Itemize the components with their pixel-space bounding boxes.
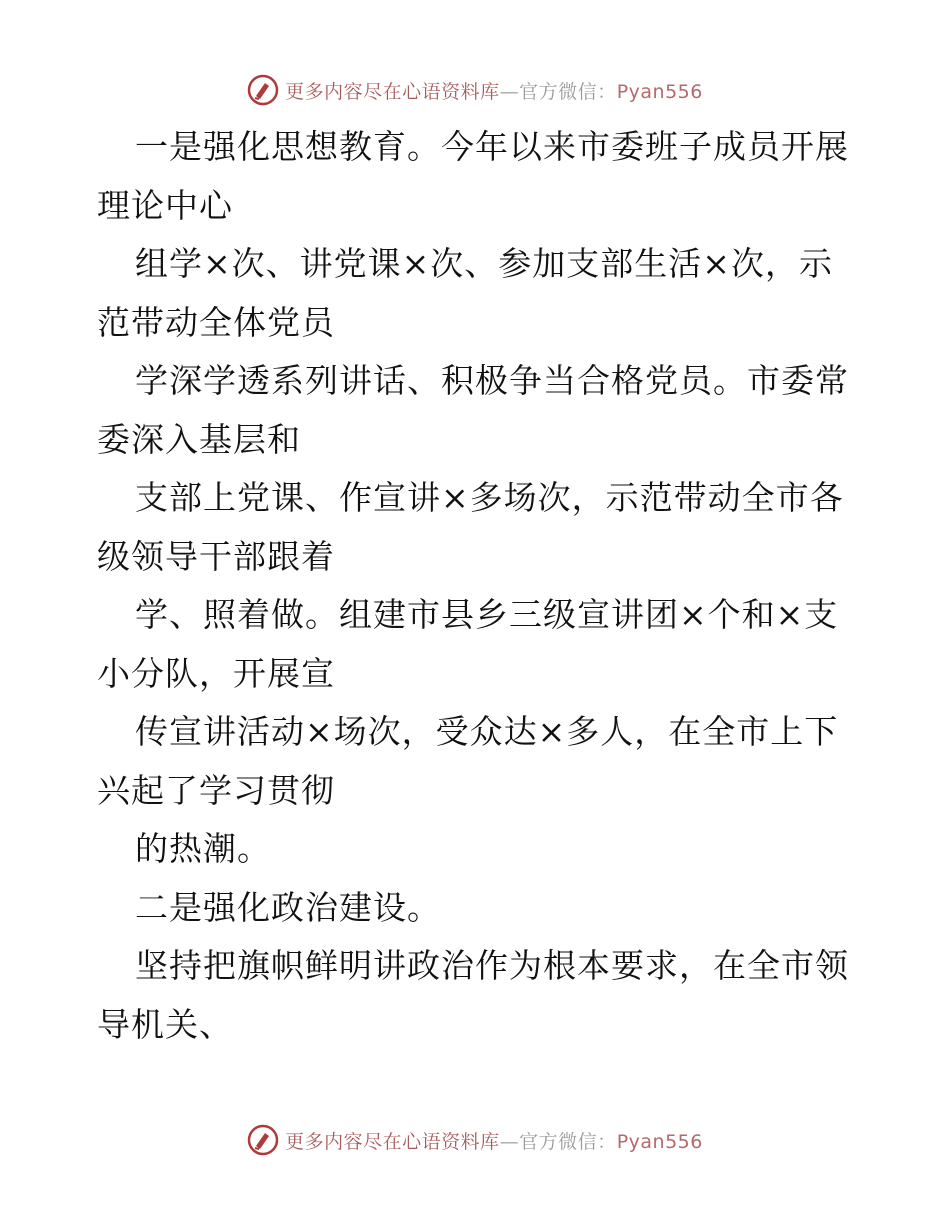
paragraph-4: 支部上党课、作宣讲×多场次，示范带动全市各级领导干部跟着 <box>97 478 844 576</box>
logo-icon <box>247 74 279 106</box>
footer-watermark <box>0 1120 950 1160</box>
footer-wechat-id: Pyan556 <box>616 1130 703 1153</box>
header-wechat-id: Pyan556 <box>616 80 703 103</box>
footer-separator: — <box>499 1130 520 1153</box>
footer-site-text: 更多内容尽在心语资料库 <box>285 1130 500 1153</box>
footer-wechat-label: 官方微信： <box>519 1130 617 1153</box>
paragraph-8: 二是强化政治建设。 <box>135 887 441 927</box>
header-separator: — <box>499 80 520 103</box>
paragraph-6: 传宣讲活动×场次，受众达×多人，在全市上下兴起了学习贯彻 <box>97 712 839 810</box>
paragraph-5: 学、照着做。组建市县乡三级宣讲团×个和×支小分队，开展宣 <box>97 595 839 693</box>
header-text <box>285 77 703 104</box>
paragraph-9: 坚持把旗帜鲜明讲政治作为根本要求，在全市领导机关、 <box>97 946 849 1044</box>
header-watermark <box>0 70 950 110</box>
document-body <box>97 118 857 1054</box>
header-wechat-label: 官方微信： <box>519 80 617 103</box>
header-site-text: 更多内容尽在心语资料库 <box>285 80 500 103</box>
paragraph-3: 学深学透系列讲话、积极争当合格党员。市委常委深入基层和 <box>97 361 849 459</box>
paragraph-1: 一是强化思想教育。今年以来市委班子成员开展理论中心 <box>97 127 849 225</box>
paragraph-7: 的热潮。 <box>135 829 271 868</box>
paragraph-2: 组学×次、讲党课×次、参加支部生活×次，示范带动全体党员 <box>97 244 833 342</box>
footer-text <box>285 1127 703 1154</box>
logo-icon <box>247 1124 279 1156</box>
